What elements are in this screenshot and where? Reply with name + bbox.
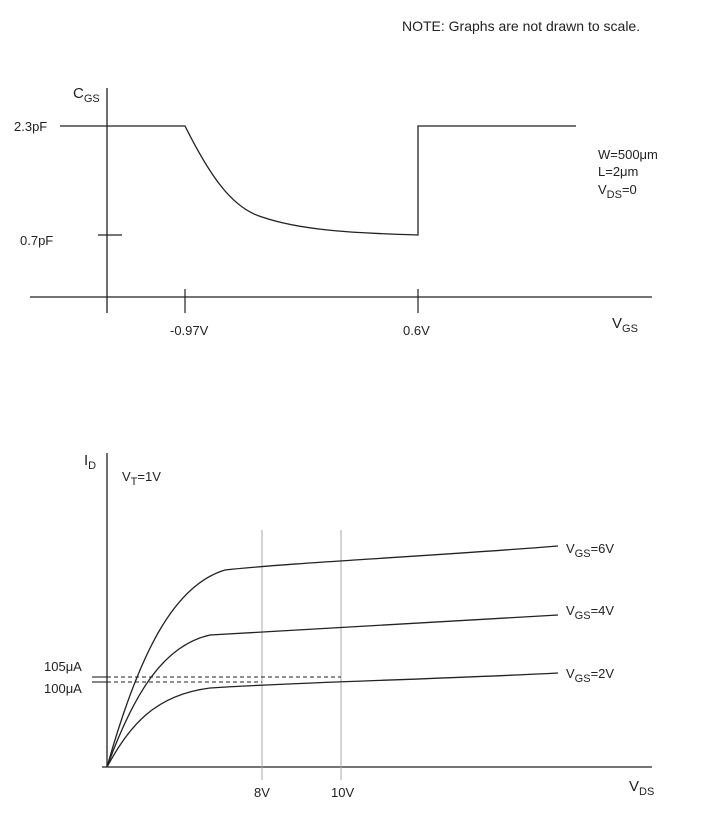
param-vds: $V_{DS}=0$ xyxy=(598,182,637,201)
param-l: L=2μm xyxy=(598,164,639,179)
param-w: W=500μm xyxy=(598,147,658,162)
cgs-curve xyxy=(60,126,576,235)
series-label-vgs-6v: $V_{GS}=6V$ xyxy=(566,541,615,560)
cgs-xlabel: $V_{GS}$ xyxy=(612,315,638,335)
id-xtick-10v: 10V xyxy=(331,785,355,800)
series-label-vgs-4v: $V_{GS}=4V$ xyxy=(566,603,615,622)
curve-vgs-2v xyxy=(107,673,558,767)
curve-vgs-6v xyxy=(107,546,558,767)
cgs-xtick-neg097: -0.97V xyxy=(170,323,209,338)
cgs-ylabel: $C_{GS}$ xyxy=(73,85,100,105)
id-chart xyxy=(44,452,654,800)
note-text: NOTE: Graphs are not drawn to scale. xyxy=(402,18,641,34)
id-xtick-8v: 8V xyxy=(254,785,270,800)
id-ytick-105ua: 105μA xyxy=(44,659,82,674)
cgs-chart xyxy=(14,85,658,338)
cgs-xtick-06: 0.6V xyxy=(403,323,430,338)
curve-vgs-4v xyxy=(107,615,558,767)
cgs-ytick-0-7pf: 0.7pF xyxy=(20,233,54,248)
vt-label: $V_T=1V$ xyxy=(122,469,161,488)
series-label-vgs-2v: $V_{GS}=2V$ xyxy=(566,666,615,685)
id-ytick-100ua: 100μA xyxy=(44,681,82,696)
id-ylabel: $I_D$ xyxy=(84,452,97,472)
cgs-ytick-2-3pf: 2.3pF xyxy=(14,119,48,134)
id-xlabel: $V_{DS}$ xyxy=(629,778,655,798)
